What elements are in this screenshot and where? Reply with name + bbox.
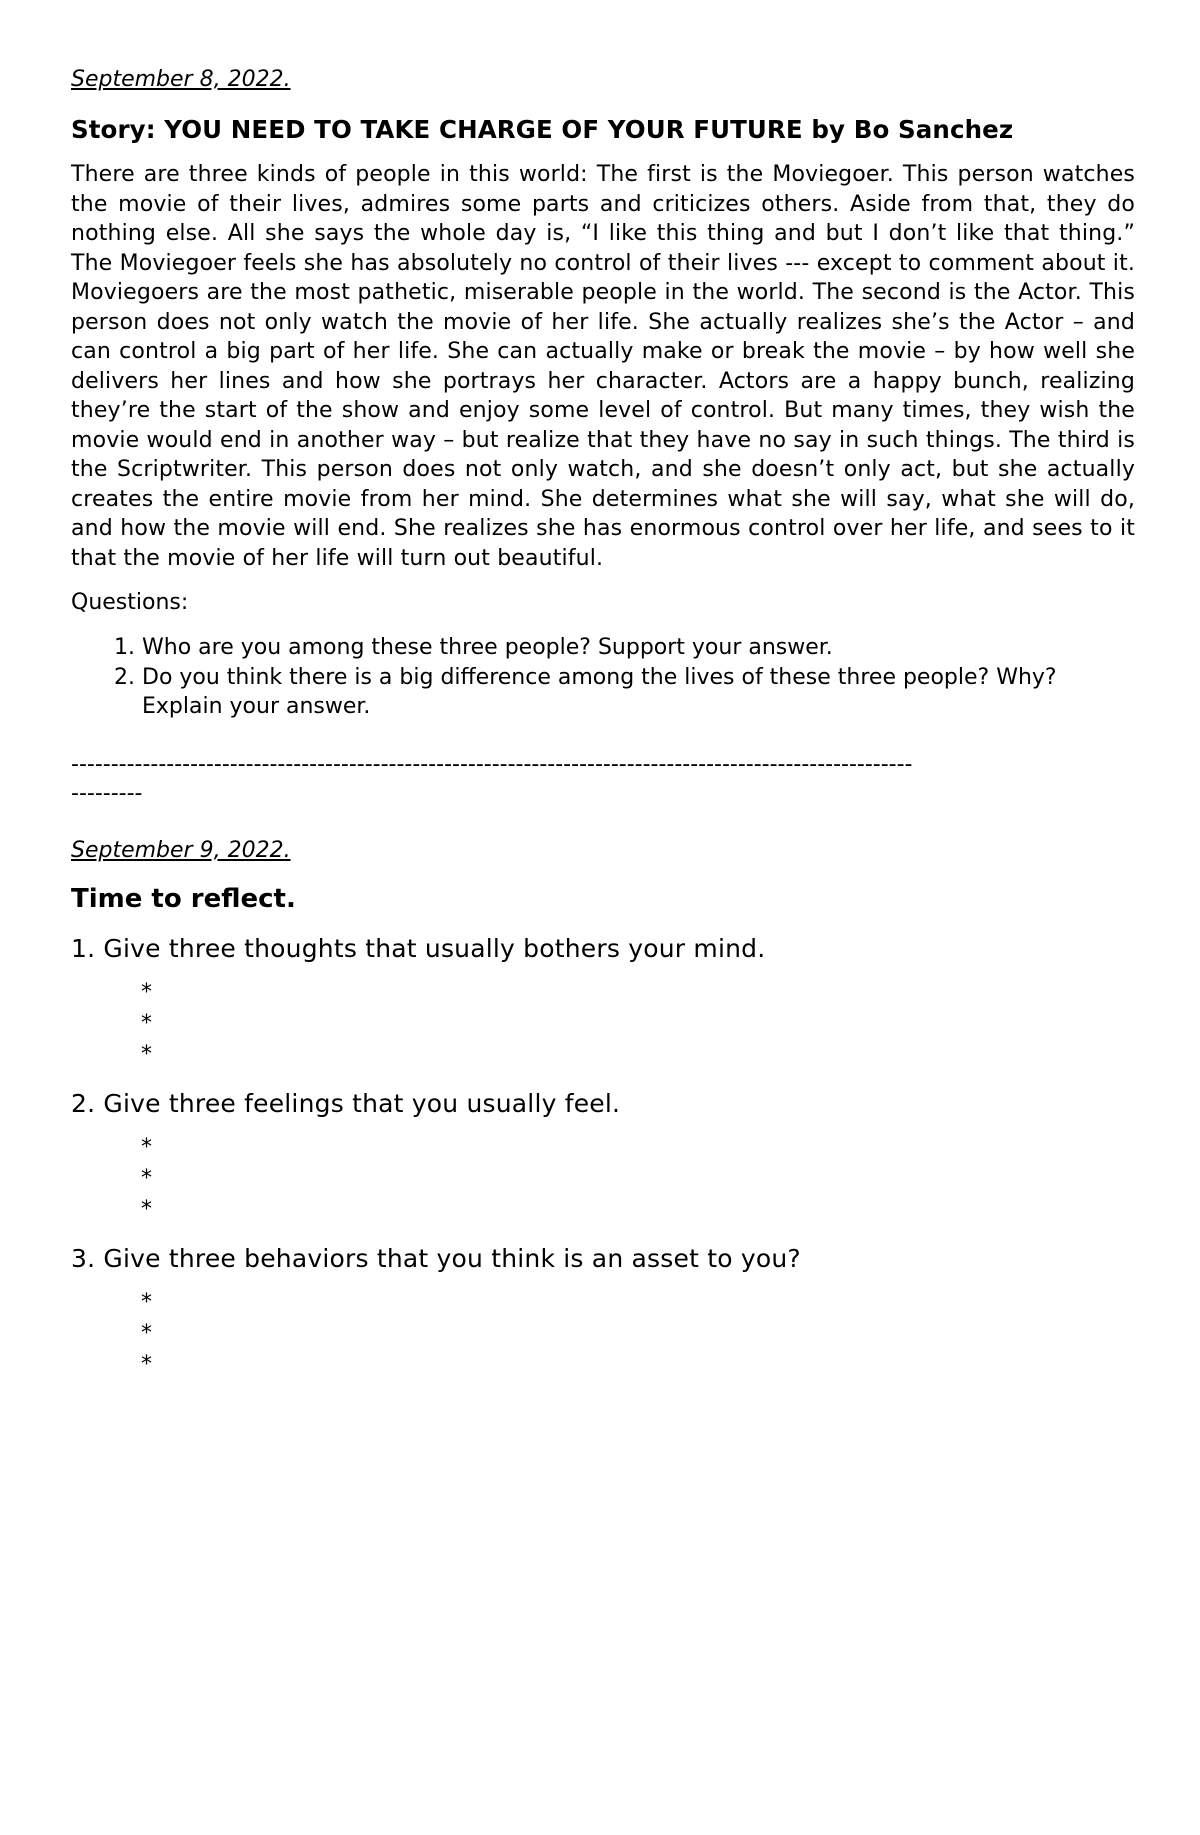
answer-bullet: * [141,1320,152,1346]
reflection-prompt-1: 1. Give three thoughts that usually bothers your mind. [71,933,766,963]
entry-date-1: September 8, 2022. [71,67,291,92]
answer-bullet: * [141,1041,152,1067]
question-item: 1. Who are you among these three people? Support your answer. [142,633,1135,663]
answer-bullet: * [141,1196,152,1222]
answer-bullet: * [141,1165,152,1191]
answer-bullet: * [141,1010,152,1036]
answer-bullet: * [141,1351,152,1377]
questions-label: Questions: [71,590,189,615]
entry-date-2: September 9, 2022. [71,837,291,863]
answer-bullet: * [141,1134,152,1160]
reflection-prompt-3: 3. Give three behaviors that you think is an asset to you? [71,1243,801,1273]
question-item: 2. Do you think there is a big difference among the lives of these three people? Why? Explain your answer. [142,663,1135,722]
document-page [71,66,1135,1380]
story-title: Story: YOU NEED TO TAKE CHARGE OF YOUR FUTURE by Bo Sanchez [71,115,1014,144]
reflect-title: Time to reflect. [71,883,296,914]
story-body: There are three kinds of people in this world: The first is the Moviegoer. This person watches the movie of their lives, admires some parts and criticizes others. Aside from that, they do nothing else. All she says the whole day is, “I like this thing and but I don’t like that thing.” The Moviegoer feels she has absolutely no control of their lives --- except to comment about it. Moviegoers are the most pathetic, miserable people in the world. The second is the Actor. This person does not only watch the movie of her life. She actually realizes she’s the Actor – and can control a big part of her life. She can actually make or break the movie – by how well she delivers her lines and how she portrays her character. Actors are a happy bunch, realizing they’re the start of the show and enjoy some level of control. But many times, they wish the movie would end in another way – but realize that they have no say in such things. The third is the Scriptwriter. This person does not only watch, and she doesn’t only act, but she actually creates the entire movie from her mind. She determines what she will say, what she will do, and how the movie will end. She realizes she has enormous control over her life, and sees to it that the movie of her life will turn out beautiful. [71,162,1135,571]
answer-bullets-2 [71,1132,1135,1225]
answer-bullet: * [141,1289,152,1315]
dashed-separator: ---------------------------------------------------------------------------------------------------------- [71,751,913,777]
answer-bullets-3 [71,1287,1135,1380]
dashed-separator-tail: --------- [71,781,143,806]
reflection-prompt-2: 2. Give three feelings that you usually feel. [71,1088,621,1118]
answer-bullets-1 [71,977,1135,1070]
question-list [71,633,1135,722]
answer-bullet: * [141,979,152,1005]
